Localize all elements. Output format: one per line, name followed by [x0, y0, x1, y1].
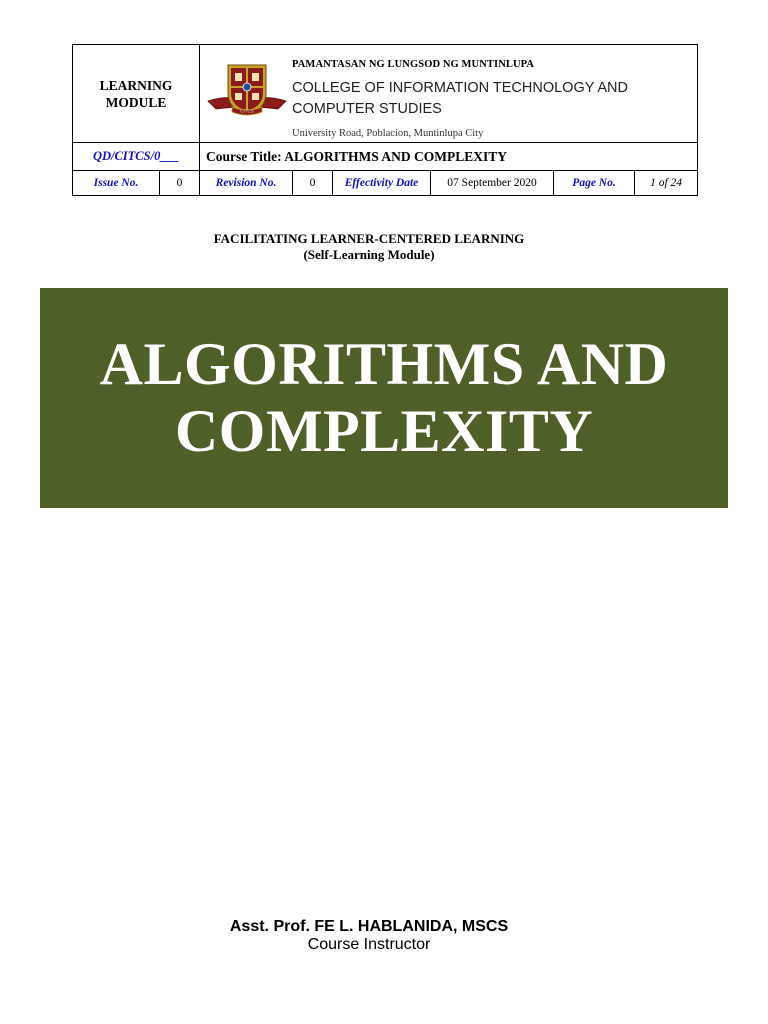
document-code: QD/CITCS/0___: [73, 143, 200, 171]
page-no-value: 1 of 24: [635, 171, 698, 196]
university-name: PAMANTASAN NG LUNGSOD NG MUNTINLUPA: [292, 59, 535, 70]
document-header-table: [72, 44, 698, 196]
module-subtitle-line1: FACILITATING LEARNER-CENTERED LEARNING: [213, 231, 525, 246]
effectivity-date-label: Effectivity Date: [333, 171, 431, 196]
instructor-block: [0, 918, 738, 953]
university-cell: [200, 45, 698, 143]
university-seal-logo: [206, 59, 288, 121]
banner-title-line1: ALGORITHMS AND: [99, 331, 669, 397]
title-banner: [40, 288, 728, 508]
revision-no-label: Revision No.: [200, 171, 293, 196]
learning-module-cell: [73, 45, 200, 143]
page-no-label: Page No.: [554, 171, 635, 196]
issue-no-label: Issue No.: [73, 171, 160, 196]
learning-module-label-line1: LEARNING: [99, 77, 173, 93]
effectivity-date-value: 07 September 2020: [431, 171, 554, 196]
college-name-line1: COLLEGE OF INFORMATION TECHNOLOGY AND: [292, 80, 628, 96]
course-title: Course Title: ALGORITHMS AND COMPLEXITY: [200, 143, 698, 171]
university-address: University Road, Poblacion, Muntinlupa City: [292, 128, 484, 139]
instructor-name: Asst. Prof. FE L. HABLANIDA, MSCS: [229, 918, 509, 935]
instructor-role: Course Instructor: [307, 936, 431, 953]
learning-module-label-line2: MODULE: [105, 94, 167, 110]
revision-no-value: 0: [293, 171, 333, 196]
college-name-line2: COMPUTER STUDIES: [292, 101, 442, 117]
logo-ribbon-text: CITCS: [240, 108, 254, 114]
module-subtitle: [0, 231, 738, 263]
module-subtitle-line2: (Self-Learning Module): [303, 247, 435, 262]
college-name: [292, 78, 628, 120]
banner-title-line2: COMPLEXITY: [174, 398, 594, 464]
issue-no-value: 0: [160, 171, 200, 196]
